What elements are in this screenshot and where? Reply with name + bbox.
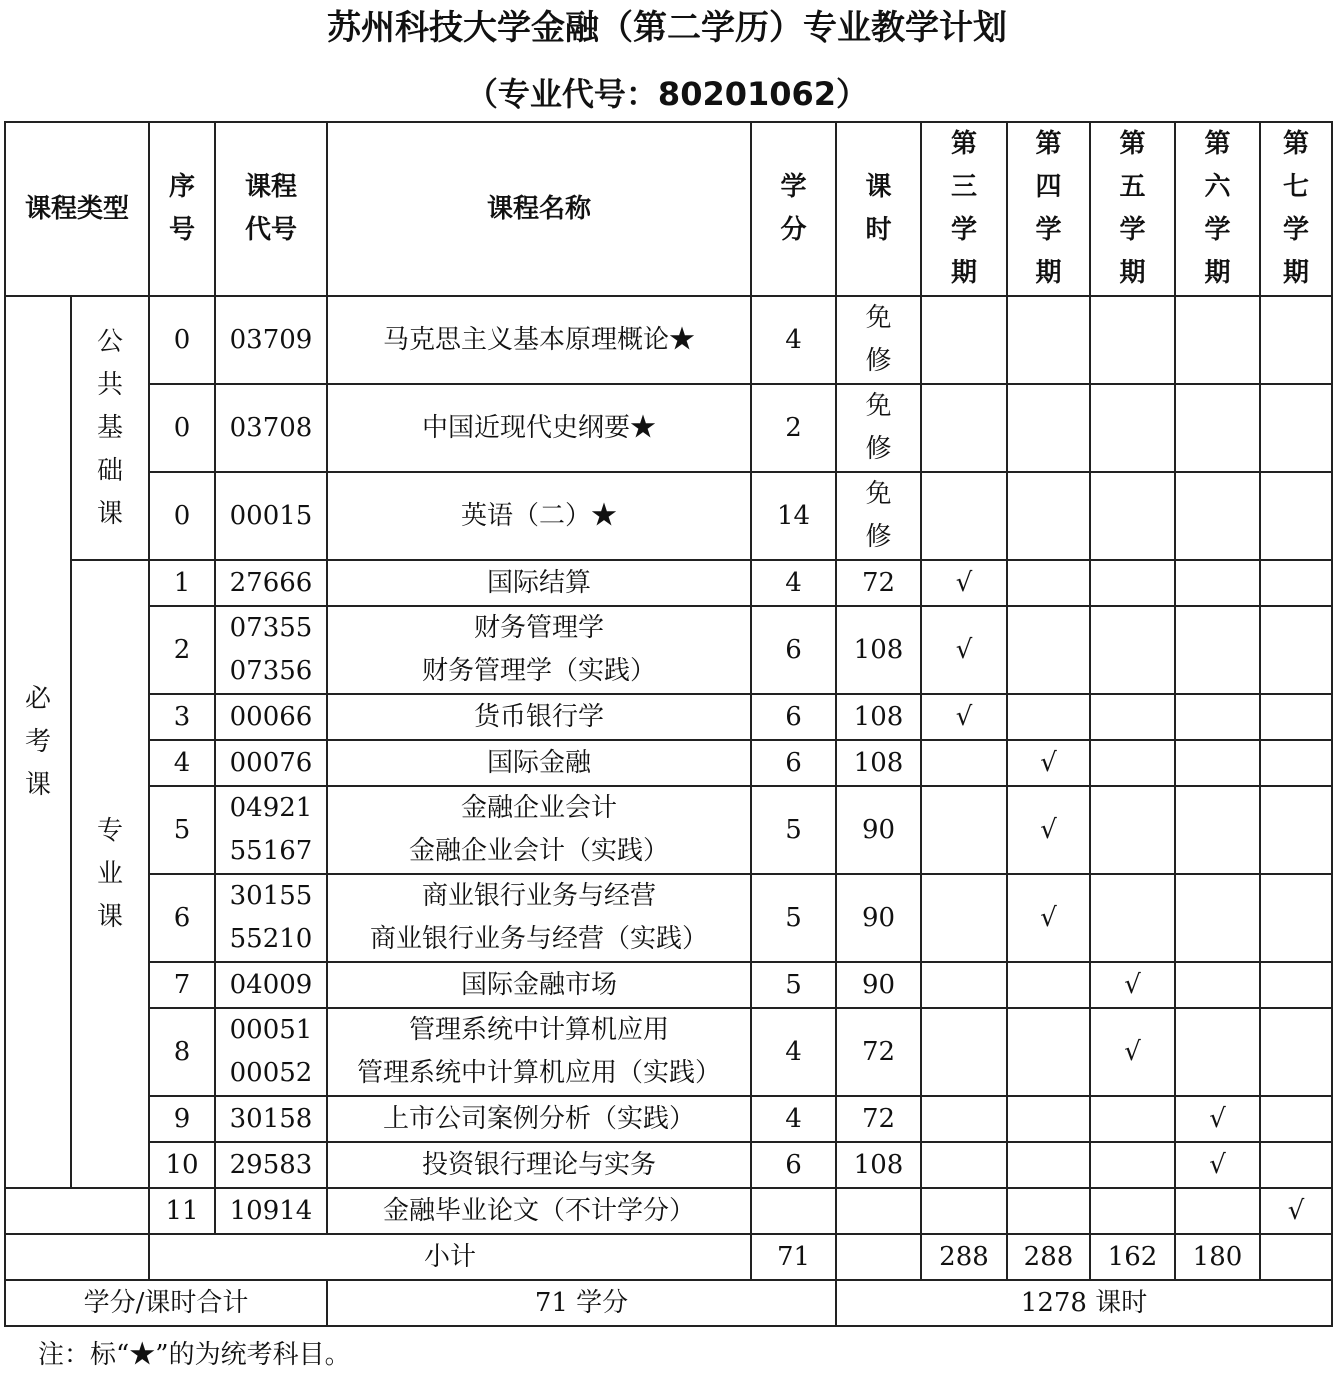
cell-sem4	[1007, 606, 1090, 694]
cell-sem4	[1007, 296, 1090, 384]
check-mark: √	[1040, 815, 1057, 845]
group-major: 专业课	[71, 560, 149, 1188]
subtotal-sem4: 288	[1007, 1234, 1090, 1280]
cell-sem6	[1175, 472, 1260, 560]
cell-name: 投资银行理论与实务	[327, 1142, 751, 1188]
table-row	[5, 1008, 1332, 1096]
subtotal-credit: 71	[751, 1234, 836, 1280]
cell-hours: 90	[836, 962, 921, 1008]
cell-seq: 6	[149, 874, 215, 962]
cell-sem3	[921, 384, 1007, 472]
cell-sem3	[921, 694, 1007, 740]
cell-sem3	[921, 560, 1007, 606]
cell-seq: 1	[149, 560, 215, 606]
cell-sem4	[1007, 874, 1090, 962]
cell-code: 00015	[215, 472, 327, 560]
cell-name: 中国近现代史纲要★	[327, 384, 751, 472]
cell-sem3	[921, 1008, 1007, 1096]
cell-seq: 0	[149, 296, 215, 384]
cell-name: 金融毕业论文（不计学分）	[327, 1188, 751, 1234]
cell-sem5	[1090, 1142, 1175, 1188]
cell-sem7	[1260, 1142, 1332, 1188]
cell-code: 00066	[215, 694, 327, 740]
page-title: 苏州科技大学金融（第二学历）专业教学计划	[327, 8, 1007, 48]
cell-hours: 免修	[836, 472, 921, 560]
cell-code: 10914	[215, 1188, 327, 1234]
cell-sem3	[921, 962, 1007, 1008]
check-mark: √	[955, 568, 973, 598]
cell-credit: 6	[751, 694, 836, 740]
cell-name: 上市公司案例分析（实践）	[327, 1096, 751, 1142]
cell-sem4	[1007, 694, 1090, 740]
cell-sem4	[1007, 560, 1090, 606]
cell-hours: 72	[836, 1096, 921, 1142]
subtotal-sem3: 288	[921, 1234, 1007, 1280]
cell-sem5	[1090, 472, 1175, 560]
check-mark: √	[1040, 903, 1057, 933]
cell-sem5	[1090, 740, 1175, 786]
cell-code: 00051 00052	[215, 1008, 327, 1096]
table-row	[5, 606, 1332, 694]
cell-hours: 108	[836, 606, 921, 694]
cell-sem7	[1260, 786, 1332, 874]
cell-seq: 3	[149, 694, 215, 740]
cell-name: 马克思主义基本原理概论★	[327, 296, 751, 384]
table-row	[5, 1096, 1332, 1142]
table-row	[5, 740, 1332, 786]
cell-code: 00076	[215, 740, 327, 786]
header-sem6: 第六学期	[1175, 122, 1260, 296]
cell-name: 财务管理学 财务管理学（实践）	[327, 606, 751, 694]
cell-name: 金融企业会计 金融企业会计（实践）	[327, 786, 751, 874]
cell-sem7	[1260, 560, 1332, 606]
header-sem5: 第五学期	[1090, 122, 1175, 296]
cell-seq: 4	[149, 740, 215, 786]
group-empty	[5, 1188, 149, 1234]
subtotal-label: 小计	[149, 1234, 751, 1280]
table-row	[5, 296, 1332, 384]
cell-sem4	[1007, 1142, 1090, 1188]
check-mark: √	[955, 702, 973, 732]
cell-hours: 72	[836, 560, 921, 606]
header-sem7: 第七学期	[1260, 122, 1332, 296]
cell-seq: 2	[149, 606, 215, 694]
footnote: 注：标“★”的为统考科目。	[38, 1340, 351, 1370]
cell-credit	[751, 1188, 836, 1234]
cell-hours: 108	[836, 740, 921, 786]
subtotal-hours	[836, 1234, 921, 1280]
cell-sem6	[1175, 1008, 1260, 1096]
cell-sem6	[1175, 560, 1260, 606]
subtotal-sem7	[1260, 1234, 1332, 1280]
check-mark: √	[1287, 1196, 1305, 1226]
cell-seq: 8	[149, 1008, 215, 1096]
cell-sem5	[1090, 606, 1175, 694]
header-credit: 学分	[751, 122, 836, 296]
total-row	[5, 1280, 1332, 1326]
header-code: 课程代号	[215, 122, 327, 296]
cell-sem7	[1260, 1096, 1332, 1142]
cell-seq: 7	[149, 962, 215, 1008]
table-row	[5, 786, 1332, 874]
cell-name: 商业银行业务与经营 商业银行业务与经营（实践）	[327, 874, 751, 962]
cell-credit: 6	[751, 740, 836, 786]
cell-seq: 0	[149, 472, 215, 560]
table-row	[5, 1188, 1332, 1234]
cell-code: 04921 55167	[215, 786, 327, 874]
cell-sem5	[1090, 694, 1175, 740]
header-hours: 课时	[836, 122, 921, 296]
header-seq: 序号	[149, 122, 215, 296]
cell-sem7	[1260, 740, 1332, 786]
cell-code: 07355 07356	[215, 606, 327, 694]
header-sem3: 第三学期	[921, 122, 1007, 296]
cell-sem3	[921, 1188, 1007, 1234]
check-mark: √	[1040, 748, 1057, 778]
check-mark: √	[1124, 970, 1141, 1000]
cell-name: 国际结算	[327, 560, 751, 606]
cell-sem7	[1260, 1008, 1332, 1096]
header-course-type: 课程类型	[5, 122, 149, 296]
cell-sem4	[1007, 962, 1090, 1008]
cell-sem6	[1175, 786, 1260, 874]
cell-name: 货币银行学	[327, 694, 751, 740]
cell-hours: 72	[836, 1008, 921, 1096]
cell-credit: 5	[751, 874, 836, 962]
cell-hours: 108	[836, 694, 921, 740]
table-row	[5, 694, 1332, 740]
cell-credit: 4	[751, 296, 836, 384]
group-public: 公共基础课	[71, 296, 149, 560]
table-row	[5, 560, 1332, 606]
table-row	[5, 472, 1332, 560]
check-mark: √	[955, 635, 973, 665]
teaching-plan-table	[4, 121, 1333, 1327]
cell-sem3	[921, 606, 1007, 694]
cell-credit: 4	[751, 1008, 836, 1096]
cell-hours	[836, 1188, 921, 1234]
cell-sem5	[1090, 1188, 1175, 1234]
total-label: 学分/课时合计	[5, 1280, 327, 1326]
cell-sem7	[1260, 606, 1332, 694]
total-hours: 1278 课时	[836, 1280, 1332, 1326]
table-body	[5, 296, 1332, 1326]
cell-sem6	[1175, 694, 1260, 740]
page-subtitle: （专业代号：80201062）	[465, 75, 869, 113]
cell-sem6	[1175, 962, 1260, 1008]
cell-credit: 14	[751, 472, 836, 560]
cell-sem4	[1007, 786, 1090, 874]
cell-credit: 4	[751, 560, 836, 606]
table-row	[5, 962, 1332, 1008]
cell-sem5	[1090, 384, 1175, 472]
header-sem4: 第四学期	[1007, 122, 1090, 296]
cell-sem4	[1007, 740, 1090, 786]
header-row	[5, 122, 1332, 296]
cell-name: 国际金融	[327, 740, 751, 786]
cell-hours: 108	[836, 1142, 921, 1188]
cell-seq: 10	[149, 1142, 215, 1188]
cell-sem6	[1175, 606, 1260, 694]
check-mark: √	[1124, 1037, 1141, 1067]
total-credits: 71 学分	[327, 1280, 836, 1326]
cell-sem7	[1260, 472, 1332, 560]
cell-sem5	[1090, 296, 1175, 384]
subtotal-sem5: 162	[1090, 1234, 1175, 1280]
cell-credit: 6	[751, 1142, 836, 1188]
subtotal-sem6: 180	[1175, 1234, 1260, 1280]
cell-credit: 2	[751, 384, 836, 472]
header-name: 课程名称	[327, 122, 751, 296]
cell-sem5	[1090, 962, 1175, 1008]
cell-name: 国际金融市场	[327, 962, 751, 1008]
cell-credit: 5	[751, 786, 836, 874]
check-mark: √	[1209, 1104, 1226, 1134]
cell-name: 管理系统中计算机应用 管理系统中计算机应用（实践）	[327, 1008, 751, 1096]
cell-hours: 90	[836, 786, 921, 874]
cell-sem4	[1007, 384, 1090, 472]
table-row	[5, 384, 1332, 472]
subtotal-row	[5, 1234, 1332, 1280]
cell-sem3	[921, 296, 1007, 384]
check-mark: √	[1209, 1150, 1226, 1180]
cell-code: 30158	[215, 1096, 327, 1142]
cell-sem7	[1260, 1188, 1332, 1234]
cell-sem5	[1090, 1096, 1175, 1142]
cell-code: 27666	[215, 560, 327, 606]
cell-credit: 4	[751, 1096, 836, 1142]
cell-sem5	[1090, 786, 1175, 874]
cell-sem6	[1175, 384, 1260, 472]
cell-sem3	[921, 874, 1007, 962]
cell-name: 英语（二）★	[327, 472, 751, 560]
cell-hours: 90	[836, 874, 921, 962]
cell-sem4	[1007, 472, 1090, 560]
cell-hours: 免修	[836, 296, 921, 384]
cell-code: 04009	[215, 962, 327, 1008]
cell-sem4	[1007, 1008, 1090, 1096]
cell-sem6	[1175, 1142, 1260, 1188]
cell-hours: 免修	[836, 384, 921, 472]
cell-seq: 11	[149, 1188, 215, 1234]
cell-seq: 5	[149, 786, 215, 874]
cell-sem7	[1260, 962, 1332, 1008]
subtotal-empty	[5, 1234, 149, 1280]
cell-sem6	[1175, 874, 1260, 962]
table-row	[5, 1142, 1332, 1188]
cell-code: 29583	[215, 1142, 327, 1188]
cell-code: 30155 55210	[215, 874, 327, 962]
cell-code: 03709	[215, 296, 327, 384]
cell-sem3	[921, 786, 1007, 874]
cell-sem7	[1260, 694, 1332, 740]
cell-sem4	[1007, 1096, 1090, 1142]
cell-seq: 9	[149, 1096, 215, 1142]
cell-credit: 5	[751, 962, 836, 1008]
cell-sem6	[1175, 740, 1260, 786]
cell-sem5	[1090, 560, 1175, 606]
group-required: 必考课	[5, 296, 71, 1188]
cell-sem7	[1260, 296, 1332, 384]
cell-sem4	[1007, 1188, 1090, 1234]
cell-code: 03708	[215, 384, 327, 472]
cell-sem3	[921, 1096, 1007, 1142]
cell-sem7	[1260, 874, 1332, 962]
cell-sem3	[921, 1142, 1007, 1188]
cell-sem5	[1090, 1008, 1175, 1096]
cell-seq: 0	[149, 384, 215, 472]
cell-sem6	[1175, 296, 1260, 384]
cell-sem7	[1260, 384, 1332, 472]
cell-sem5	[1090, 874, 1175, 962]
table-row	[5, 874, 1332, 962]
cell-sem6	[1175, 1188, 1260, 1234]
cell-credit: 6	[751, 606, 836, 694]
cell-sem6	[1175, 1096, 1260, 1142]
cell-sem3	[921, 740, 1007, 786]
cell-sem3	[921, 472, 1007, 560]
